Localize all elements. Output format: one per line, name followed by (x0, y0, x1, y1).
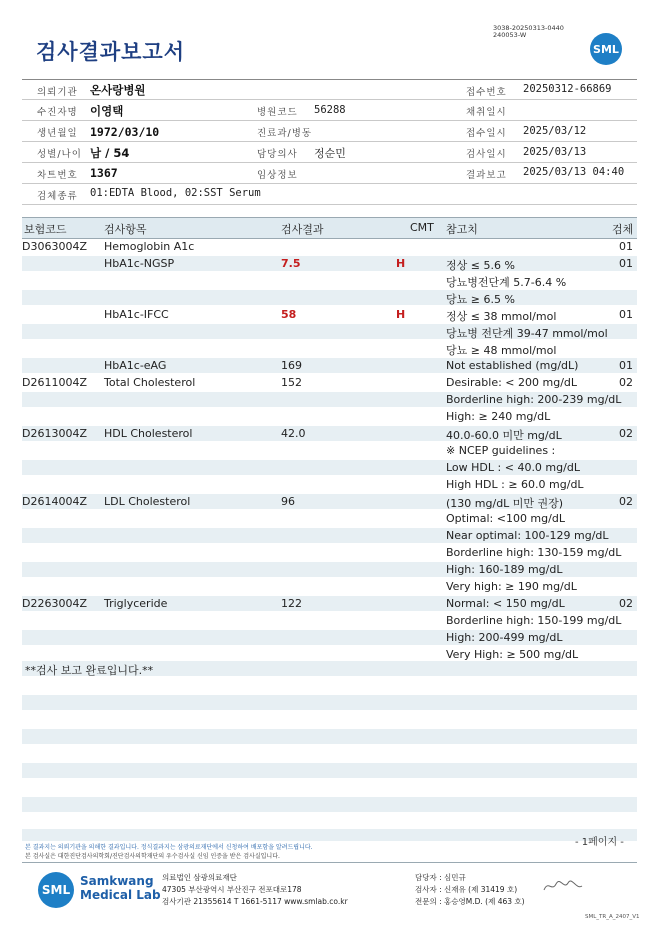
row-item: HDL Cholesterol (104, 427, 193, 440)
divider (22, 204, 637, 205)
row-ref: Normal: < 150 mg/dL (446, 597, 565, 610)
row-ref: Near optimal: 100-129 mg/dL (446, 529, 609, 542)
row-ref: High: 160-189 mg/dL (446, 563, 563, 576)
empty-row-band (22, 797, 637, 812)
staff-line-3: 전문의 : 홍승영M.D. (제 463 호) (415, 897, 525, 906)
row-ref: Borderline high: 150-199 mg/dL (446, 614, 622, 627)
test-date-value: 2025/03/13 (523, 146, 587, 158)
header-item: 검사항목 (104, 223, 147, 236)
page-number: - 1페이지 - (575, 837, 624, 848)
row-specimen: 02 (619, 597, 633, 610)
sex-age-value: 남 / 54 (90, 146, 130, 160)
divider (22, 99, 637, 100)
row-result: 96 (281, 495, 295, 508)
empty-row-band (22, 695, 637, 710)
address-line-2: 47305 부산광역시 부산진구 전포대로178 (162, 885, 302, 894)
row-specimen: 01 (619, 359, 633, 372)
header-code: 보험코드 (24, 223, 67, 236)
doctor-value: 정순민 (314, 147, 346, 160)
row-ref: Very high: ≥ 190 mg/dL (446, 580, 577, 593)
divider (22, 120, 637, 121)
chart-no-label: 차트번호 (37, 170, 78, 181)
row-flag: H (396, 257, 406, 270)
row-specimen: 02 (619, 495, 633, 508)
hospital-label: 의뢰기관 (37, 87, 78, 98)
doctor-label: 담당의사 (257, 149, 298, 160)
divider (22, 162, 637, 163)
company-line-1: Samkwang (80, 874, 154, 888)
row-result: 7.5 (281, 257, 301, 270)
footer-band (22, 829, 637, 841)
collect-date-label: 채취일시 (466, 107, 507, 118)
dept-label: 진료과/병동 (257, 128, 313, 139)
form-code: SML_TR_A_2407_V1 (585, 914, 640, 920)
header-cmt: CMT (410, 221, 434, 234)
row-ref: Borderline high: 200-239 mg/dL (446, 393, 622, 406)
row-specimen: 02 (619, 427, 633, 440)
row-ref: Borderline high: 130-159 mg/dL (446, 546, 622, 559)
row-ref: High: 200-499 mg/dL (446, 631, 563, 644)
row-ref: High HDL : ≥ 60.0 mg/dL (446, 478, 584, 491)
row-item: Triglyceride (104, 597, 168, 610)
name-label: 수진자명 (37, 107, 78, 118)
footer-divider (22, 862, 637, 863)
address-line-3: 검사기관 21355614 T 1661-5117 www.smlab.co.kr (162, 897, 348, 906)
company-name (80, 874, 161, 902)
hospital-code-value: 56288 (314, 104, 346, 116)
results-table-header (22, 217, 637, 239)
row-item: HbA1c-eAG (104, 359, 167, 372)
header-ref: 참고치 (446, 223, 478, 236)
specimen-label: 검체종류 (37, 191, 78, 202)
row-result: 58 (281, 308, 297, 321)
divider (22, 79, 637, 80)
clinical-label: 임상정보 (257, 170, 298, 181)
report-date-value: 2025/03/13 04:40 (523, 166, 625, 178)
row-ref: ※ NCEP guidelines : (446, 444, 556, 457)
row-specimen: 01 (619, 240, 633, 253)
divider (22, 141, 637, 142)
row-ref: 정상 ≤ 5.6 % (446, 259, 515, 272)
sml-logo-icon: SML (590, 33, 622, 65)
row-result: 122 (281, 597, 302, 610)
row-code: D2613004Z (22, 427, 87, 440)
company-line-2: Medical Lab (80, 888, 161, 902)
row-ref: High: ≥ 240 mg/dL (446, 410, 551, 423)
sml-footer-logo-icon: SML (38, 872, 74, 908)
dob-value: 1972/03/10 (90, 125, 160, 139)
document-id-line2: 240053-W (493, 31, 527, 39)
empty-row-band (22, 729, 637, 744)
row-ref: 당뇨 ≥ 48 mmol/mol (446, 344, 557, 357)
row-result: 152 (281, 376, 302, 389)
row-flag: H (396, 308, 406, 321)
dob-label: 생년월일 (37, 128, 78, 139)
row-ref: 정상 ≤ 38 mmol/mol (446, 310, 557, 323)
company-address (162, 872, 348, 908)
row-ref: Not established (mg/dL) (446, 359, 579, 372)
document-id (493, 25, 564, 39)
row-ref: 당뇨병 전단계 39-47 mmol/mol (446, 327, 608, 340)
address-line-1: 의료법인 삼광의료재단 (162, 873, 237, 882)
sex-age-label: 성별/나이 (37, 149, 82, 160)
staff-line-1: 담당자 : 심민규 (415, 873, 466, 882)
row-code: D2614004Z (22, 495, 87, 508)
row-item: HbA1c-IFCC (104, 308, 169, 321)
row-item: HbA1c-NGSP (104, 257, 175, 270)
row-ref: Very High: ≥ 500 mg/dL (446, 648, 579, 661)
row-ref: Low HDL : < 40.0 mg/dL (446, 461, 580, 474)
row-band (22, 290, 637, 305)
row-specimen: 01 (619, 257, 633, 270)
header-result: 검사결과 (281, 223, 324, 236)
divider (22, 183, 637, 184)
staff-line-2: 검사자 : 신재유 (제 31419 호) (415, 885, 518, 894)
empty-row-band (22, 763, 637, 778)
footer-note-1: 본 결과지는 의뢰기관을 의해한 결과입니다. 정식결과지는 삼광의료재단에서 신청하여 배포함을 알려드립니다. (25, 844, 313, 851)
report-title: 검사결과보고서 (36, 40, 186, 64)
specimen-value: 01:EDTA Blood, 02:SST Serum (90, 187, 261, 199)
row-specimen: 01 (619, 308, 633, 321)
row-code: D2611004Z (22, 376, 87, 389)
row-specimen: 02 (619, 376, 633, 389)
signature-icon (542, 878, 584, 894)
test-date-label: 검사일시 (466, 149, 507, 160)
chart-no-value: 1367 (90, 166, 118, 180)
row-ref: 40.0-60.0 미만 mg/dL (446, 429, 562, 442)
receipt-no-label: 접수번호 (466, 87, 507, 98)
row-item: Total Cholesterol (104, 376, 196, 389)
row-item: Hemoglobin A1c (104, 240, 195, 253)
row-item: LDL Cholesterol (104, 495, 191, 508)
header-specimen: 검체 (612, 223, 634, 236)
receipt-date-value: 2025/03/12 (523, 125, 587, 137)
row-ref: Desirable: < 200 mg/dL (446, 376, 578, 389)
receipt-no-value: 20250312-66869 (523, 83, 612, 95)
report-date-label: 결과보고 (466, 170, 507, 181)
document-id-line1: 3038-20250313-0440 (493, 24, 564, 32)
row-code: D2263004Z (22, 597, 87, 610)
completion-note: **검사 보고 완료입니다.** (25, 664, 154, 677)
row-ref: 당뇨병전단계 5.7-6.4 % (446, 276, 567, 289)
row-ref: Optimal: <100 mg/dL (446, 512, 565, 525)
staff-info (415, 872, 525, 908)
hospital-code-label: 병원코드 (257, 107, 298, 118)
name-value: 이영택 (90, 104, 124, 118)
hospital-value: 온사랑병원 (90, 83, 146, 97)
row-code: D3063004Z (22, 240, 87, 253)
row-result: 169 (281, 359, 302, 372)
receipt-date-label: 접수일시 (466, 128, 507, 139)
row-result: 42.0 (281, 427, 306, 440)
row-ref: 당뇨 ≥ 6.5 % (446, 293, 515, 306)
row-ref: (130 mg/dL 미만 권장) (446, 497, 564, 510)
footer-note-2: 본 검사실은 대한진단검사의학회/진단검사의학재단의 우수검사실 신임 인증을 받은 검사실입니다. (25, 853, 280, 860)
